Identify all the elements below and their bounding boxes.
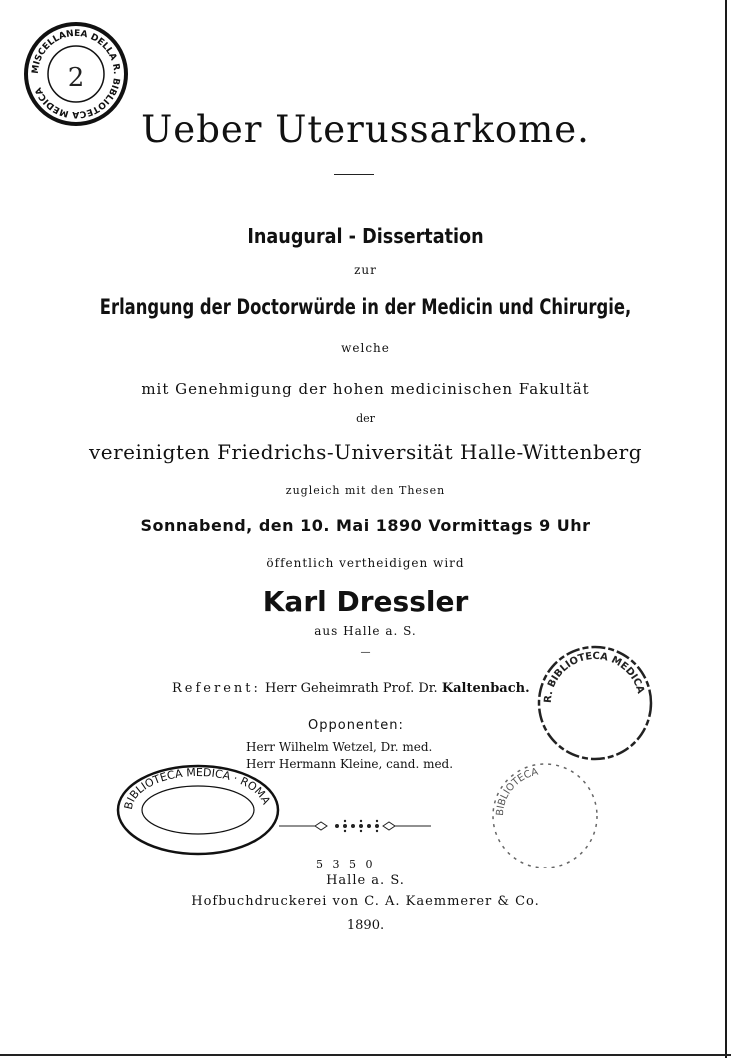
document-title: Ueber Uterussarkome. (141, 108, 590, 151)
library-stamp-text: MISCELLANEA DELLA R. BIBLIOTECA MEDICA (30, 28, 122, 120)
dissertation-heading: Inaugural - Dissertation (247, 224, 484, 248)
opponent-item: Herr Wilhelm Wetzel, Dr. med. (246, 740, 433, 754)
ornamental-rule (275, 816, 435, 836)
zur-line: zur (354, 263, 377, 277)
roma-stamp (112, 758, 284, 858)
der-line: der (356, 412, 375, 425)
faculty-line: mit Genehmigung der hohen medicinischen Fakultät (141, 380, 590, 398)
defend-line: öffentlich vertheidigen wird (266, 556, 465, 570)
roma-stamp-text: BIBLIOTECA MEDICA · ROMA (121, 765, 273, 811)
title-rule (334, 174, 374, 175)
lower-stamp (480, 758, 610, 868)
referent-text: Herr Geheimrath Prof. Dr. (265, 681, 438, 696)
author-name: Karl Dressler (262, 585, 469, 618)
svg-text:BIBLIOTECA MEDICA · ROMA (122, 766, 273, 811)
imprint-year: 1890. (346, 918, 385, 933)
library-stamp-number: 2 (67, 63, 85, 93)
welche-line: welche (341, 341, 390, 355)
imprint-printer: Hofbuchdruckerei von C. A. Kaemmerer & Co. (191, 894, 540, 909)
degree-line: Erlangung der Doctorwürde in der Medicin und Chirurgie, (99, 295, 632, 319)
author-origin: aus Halle a. S. (314, 624, 417, 638)
separator: — (360, 647, 371, 658)
opponents-heading: Opponenten: (308, 718, 404, 733)
middle-stamp (532, 640, 658, 766)
defense-date-line: Sonnabend, den 10. Mai 1890 Vormittags 9 Uhr (140, 516, 591, 535)
svg-text:R. BIBLIOTECA MEDICA (543, 651, 646, 703)
svg-text:BIBLIOTECA (495, 767, 539, 817)
opponent-item: Herr Hermann Kleine, cand. med. (246, 757, 454, 771)
referent-name: Kaltenbach. (441, 681, 530, 696)
university-line: vereinigten Friedrichs-Universität Halle-Wittenberg (88, 440, 643, 464)
middle-stamp-text: R. BIBLIOTECA MEDICA (542, 650, 646, 704)
theses-line: zugleich mit den Thesen (285, 484, 446, 497)
stamp-number: 5 3 5 0 (316, 858, 376, 871)
lower-stamp-text: BIBLIOTECA (494, 766, 540, 817)
imprint-place: Halle a. S. (326, 873, 405, 888)
referent-label: Referent: (172, 681, 261, 696)
page-edge-bottom (0, 1054, 731, 1056)
referent-line (172, 681, 530, 696)
